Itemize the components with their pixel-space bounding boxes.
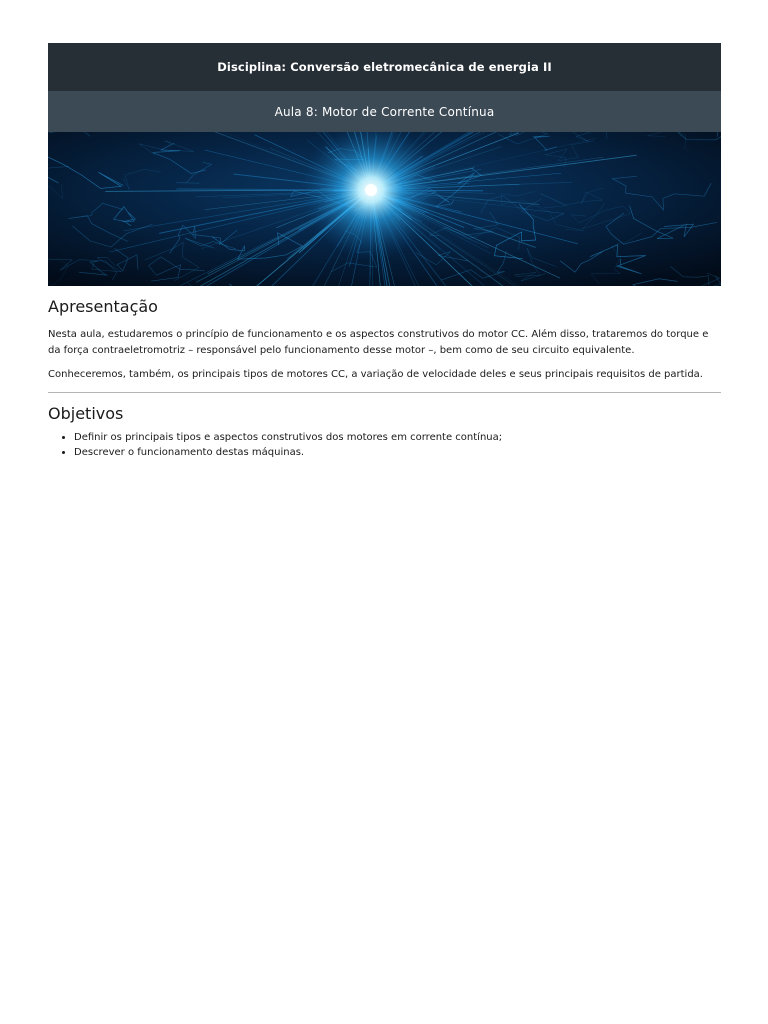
energy-core [365,184,377,196]
banner-image [48,132,721,286]
presentation-paragraph-2: Conheceremos, também, os principais tipos de motores CC, a variação de velocidade deles e seus principais requisitos de partida. [48,369,703,380]
objectives-list [48,430,721,460]
discipline-title: Disciplina: Conversão eletromecânica de energia II [217,60,552,74]
presentation-title: Apresentação [48,297,158,316]
lesson-page [48,43,721,460]
lesson-title: Aula 8: Motor de Corrente Contínua [274,104,495,119]
objective-item: • Definir os principais tipos e aspectos construtivos dos motores em corrente contínua; [74,430,721,445]
lesson-header [48,91,721,132]
energy-burst-illustration [48,132,721,286]
presentation-paragraph-1: Nesta aula, estudaremos o princípio de funcionamento e os aspectos construtivos do motor CC. Além disso, trataremos do torque e da força contraeletromotriz – responsável pelo funcionamento desse motor –, bem como de seu circuito equivalente. [48,329,709,356]
section-divider [48,392,721,393]
objective-item: • Descrever o funcionamento destas máquinas. [74,445,721,460]
objectives-title: Objetivos [48,404,124,423]
discipline-header [48,43,721,91]
